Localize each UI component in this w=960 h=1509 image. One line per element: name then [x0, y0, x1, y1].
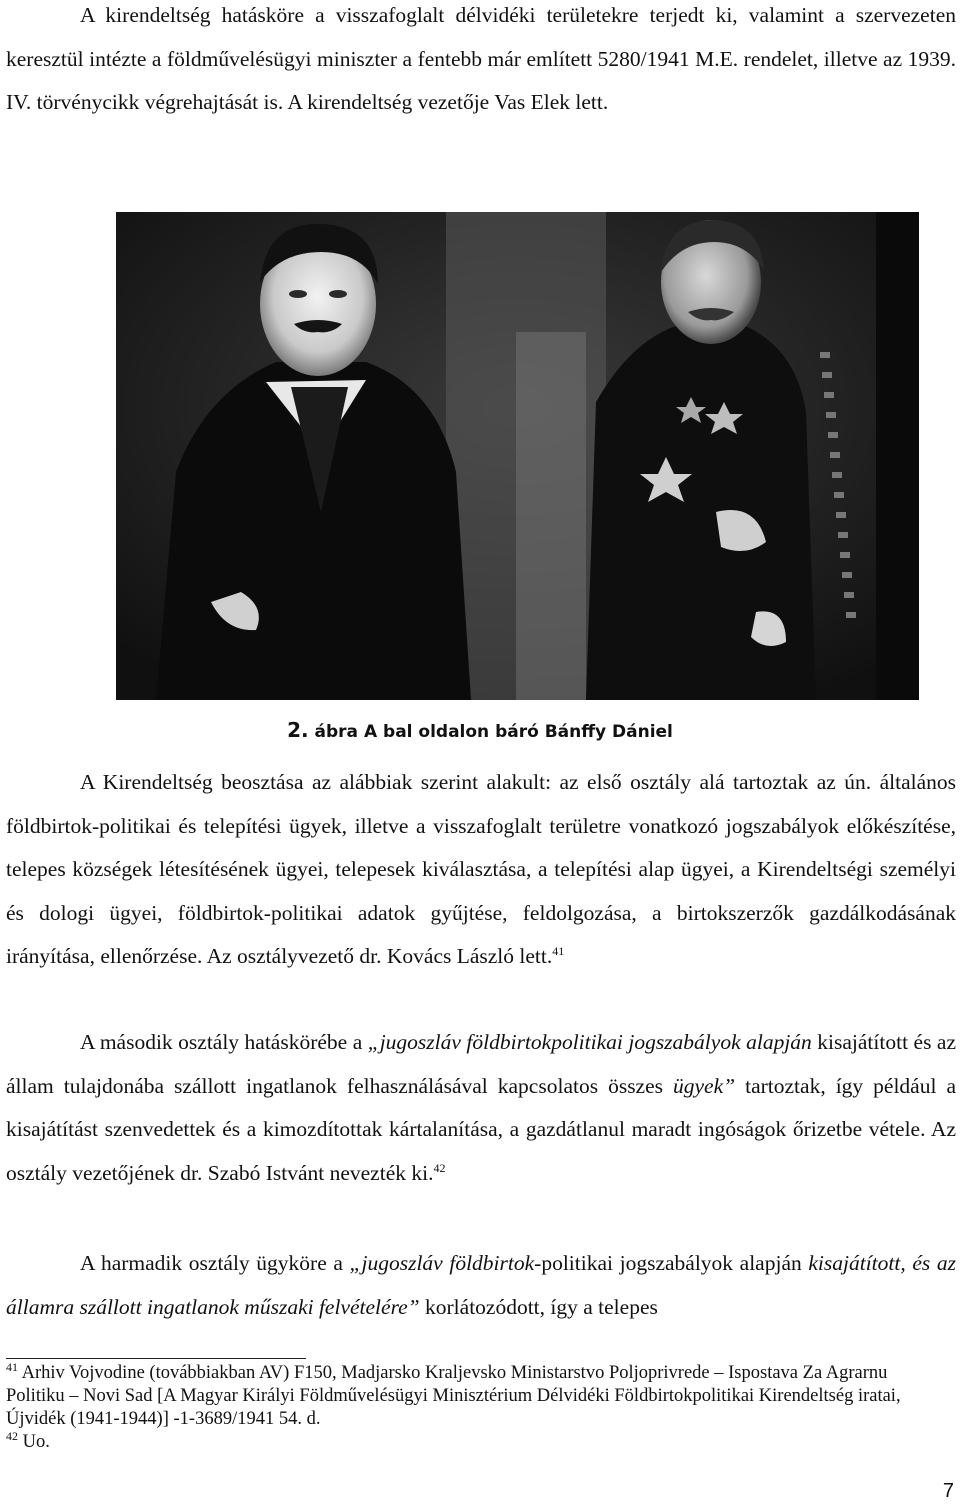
footnote-number: 42	[6, 1428, 18, 1443]
p4-quote-a: „jugoszláv földbirtok	[349, 1251, 535, 1275]
paragraph-departments-text: A Kirendeltség beosztása az alábbiak szerint alakult: az első osztály alá tartoztak az ún. általános földbirtok-politikai és telepítési ügyek, illetve a visszafoglalt területre vonatkozó jogszabályok előkészítése, telepes községek létesítésének ügyei, telepesek kiválasztása, a telepítési alap ügyei, a Kirendeltségi személyi és dologi ügyei, földbirtok-politikai adatok gyűjtése, feldolgozása, a birtokszerzők gazdálkodásának irányítása, ellenőrzése. Az osztályvezető dr. Kovács László lett.	[6, 770, 956, 968]
footnote-42	[6, 1428, 946, 1454]
p4-text-e: korlátozódott, így a telepes	[419, 1294, 658, 1319]
p3-text-c: kisajátított és az állam tulajdonába szállott ingatlanok felhasználásával kapcsolatos összes	[6, 1030, 957, 1098]
footnote-41	[6, 1359, 946, 1431]
p3-quote-b: ügyek”	[673, 1073, 736, 1098]
figure-caption	[0, 718, 960, 742]
intro-text: A kirendeltség hatásköre a visszafoglalt délvidéki területekre terjedt ki, valamint a szervezeten keresztül intézte a földművelésügyi miniszter a fentebb már említett 5280/1941 M.E. rendelet, illetve az 1939. IV. törvénycikk végrehajtását is. A kirendeltség vezetője Vas Elek lett.	[6, 3, 956, 114]
p3-quote-a: „jugoszláv földbirtokpolitikai jogszabályok alapján	[367, 1030, 812, 1054]
figure-caption-text: ábra A bal oldalon báró Bánffy Dániel	[314, 722, 673, 742]
intro-paragraph	[6, 0, 956, 125]
figure-number: 2.	[287, 718, 309, 742]
p3-text-e: tartoztak, így például a kisajátítást szenvedettek és a kimozdítottak kártalanítása, a gazdátlanul maradt ingóságok őrizetbe vétele. Az osztály vezetőjének dr. Szabó Istvánt nevezték ki.	[6, 1073, 956, 1185]
footnote-ref-41[interactable]: 41	[552, 943, 565, 958]
paragraph-departments	[6, 761, 956, 979]
page-number: 7	[942, 1480, 954, 1502]
p4-text-c: -politikai jogszabályok alapján	[534, 1251, 809, 1275]
p4-quote-b: kisajátított, és az államra szállott ingatlanok műszaki felvételére”	[6, 1251, 956, 1319]
paragraph-second-department	[6, 1021, 956, 1195]
paragraph-third-department	[6, 1242, 956, 1329]
footnote-number: 41	[6, 1359, 18, 1374]
footnote-divider	[6, 1358, 306, 1359]
historical-photo	[116, 212, 919, 700]
portrait-photo-illustration	[116, 212, 919, 700]
footnote-ref-42[interactable]: 42	[433, 1160, 446, 1175]
p4-text-a: A harmadik osztály ügyköre a	[80, 1251, 350, 1275]
footnote-text: Uo.	[22, 1432, 50, 1452]
footnotes	[6, 1359, 946, 1454]
p3-text-a: A második osztály hatáskörébe a	[80, 1030, 368, 1054]
footnote-text: Arhiv Vojvodine (továbbiakban AV) F150, Madjarsko Kraljevsko Ministarstvo Poljoprivrede – Ispostava Za Agrarnu Politiku – Novi Sad [A Magyar Királyi Földművelésügyi Minisztérium Délvidéki Földbirtokpolitikai Kirendeltség iratai, Újvidék (1941-1944)] -1-3689/1941 54. d.	[6, 1363, 901, 1429]
